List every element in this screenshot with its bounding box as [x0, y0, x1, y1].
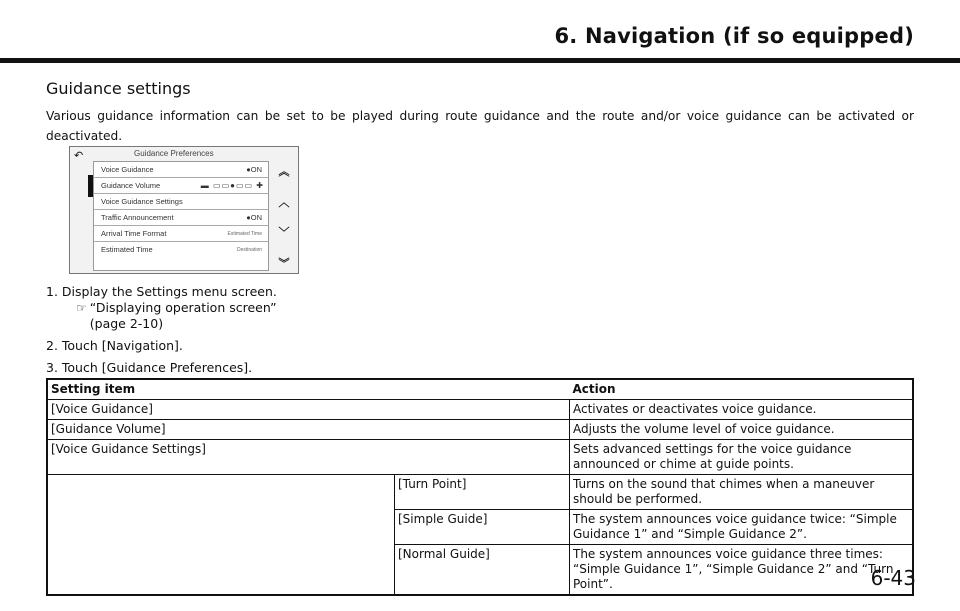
setting-item: [Guidance Volume] — [47, 420, 570, 440]
sub-setting-item: [Turn Point] — [395, 475, 570, 510]
reference-link[interactable]: “Displaying operation screen” — [89, 300, 277, 315]
step-3: 3. Touch [Guidance Preferences]. — [46, 360, 253, 375]
figure-row — [94, 210, 268, 226]
figure-row — [94, 162, 268, 178]
step-2: 2. Touch [Navigation]. — [46, 338, 183, 353]
figure-row — [94, 194, 268, 210]
scroll-down-icon: ﹀ — [278, 227, 290, 240]
step-1-reference — [76, 300, 277, 332]
section-title: Guidance settings — [46, 79, 191, 98]
figure-row-value: Estimated Time — [227, 231, 262, 237]
pointing-hand-icon: ☞ — [76, 301, 87, 315]
empty-cell — [47, 475, 395, 596]
table-row — [47, 420, 913, 440]
figure-title: Guidance Preferences — [134, 149, 214, 158]
sub-setting-item: [Simple Guide] — [395, 510, 570, 545]
figure-row-label: Arrival Time Format — [101, 229, 167, 238]
figure-row-label: Traffic Announcement — [101, 213, 174, 222]
sub-setting-action: The system announces voice guidance three times: “Simple Guidance 1”, “Simple Guidance 2” and “Turn Point”. — [570, 545, 914, 596]
table-header-setting: Setting item — [47, 379, 570, 400]
setting-action: Sets advanced settings for the voice guidance announced or chime at guide points. — [570, 440, 914, 475]
reference-page: (page 2-10) — [89, 316, 164, 331]
intro-paragraph: Various guidance information can be set to be played during route guidance and the route and/or voice guidance can be activated or deactivated. — [46, 109, 914, 143]
figure-row-value: ●ON — [246, 213, 262, 222]
table-header-action: Action — [570, 379, 914, 400]
page-down-icon: ︾ — [278, 257, 290, 270]
header-rule — [0, 58, 960, 63]
guidance-preferences-screenshot — [69, 146, 299, 274]
figure-row — [94, 242, 268, 258]
page-up-icon: ︽ — [278, 166, 290, 178]
figure-row-label: Voice Guidance — [101, 165, 154, 174]
figure-list — [93, 161, 269, 271]
figure-scroll-controls — [272, 163, 296, 271]
figure-row-label: Estimated Time — [101, 245, 153, 254]
figure-row — [94, 226, 268, 242]
figure-row-value: ●ON — [246, 165, 262, 174]
back-icon: ↶ — [74, 150, 84, 162]
volume-control: ▬ ▭▭●▭▭ ✚ — [200, 181, 264, 190]
sub-setting-action: The system announces voice guidance twice: “Simple Guidance 1” and “Simple Guidance 2”. — [570, 510, 914, 545]
setting-action: Adjusts the volume level of voice guidance. — [570, 420, 914, 440]
steps-list — [46, 284, 277, 376]
chapter-title: 6. Navigation (if so equipped) — [554, 24, 914, 48]
table-subrow — [47, 475, 913, 510]
sub-setting-item: [Normal Guide] — [395, 545, 570, 596]
setting-item: [Voice Guidance] — [47, 400, 570, 420]
figure-row-value: Destination — [236, 247, 262, 253]
sub-setting-action: Turns on the sound that chimes when a maneuver should be performed. — [570, 475, 914, 510]
setting-item: [Voice Guidance Settings] — [47, 440, 570, 475]
table-row — [47, 400, 913, 420]
setting-action: Activates or deactivates voice guidance. — [570, 400, 914, 420]
scroll-up-icon: ︿ — [278, 196, 290, 209]
figure-row — [94, 178, 268, 194]
page-number: 6-43 — [870, 566, 916, 590]
settings-table — [46, 378, 914, 596]
step-1: 1. Display the Settings menu screen. — [46, 284, 277, 299]
figure-row-label: Voice Guidance Settings — [101, 197, 183, 206]
figure-row-label: Guidance Volume — [101, 181, 161, 190]
table-row — [47, 440, 913, 475]
